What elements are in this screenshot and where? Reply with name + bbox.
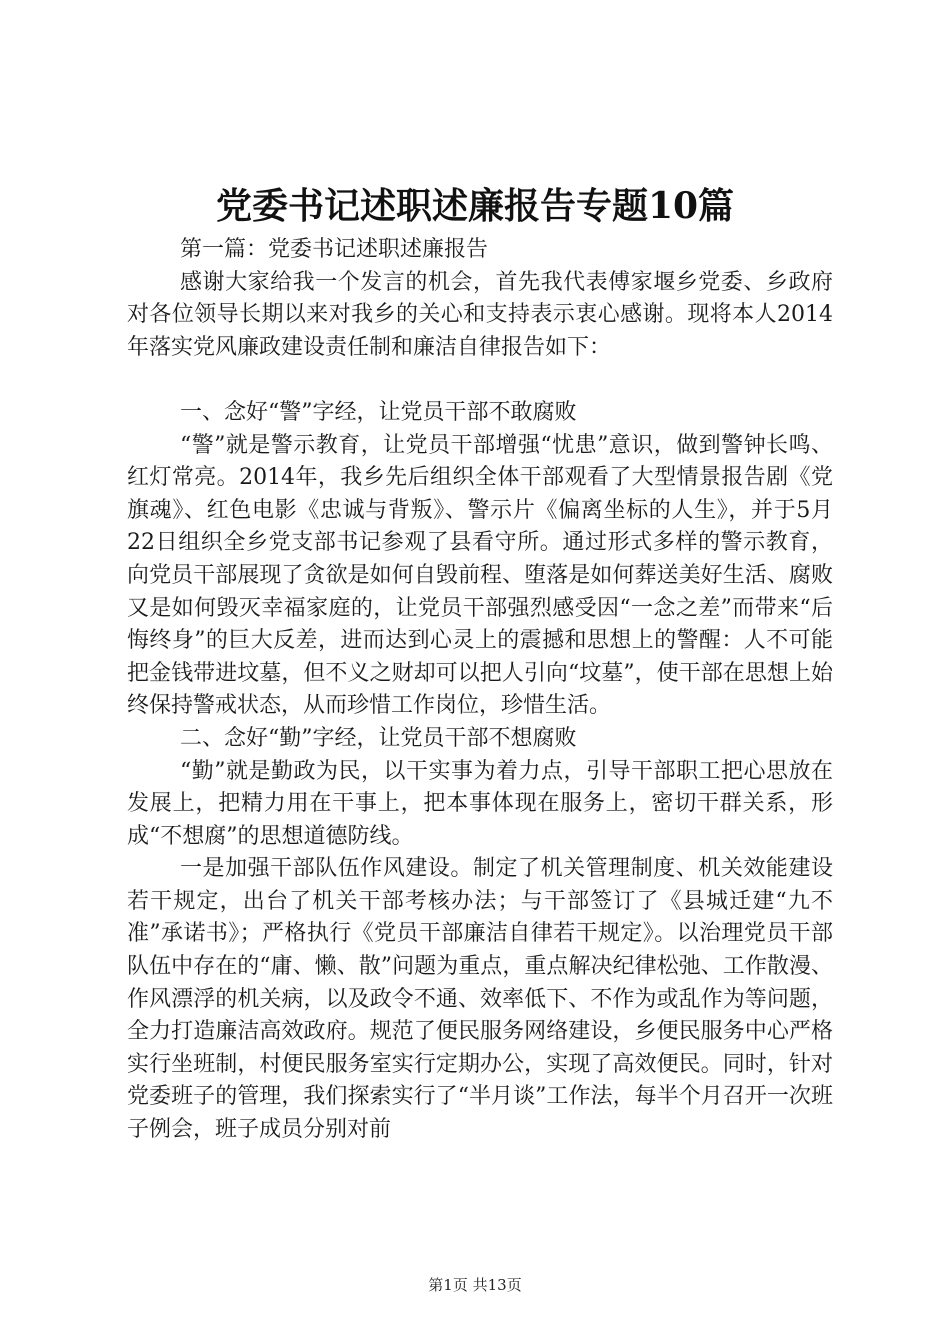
document-body xyxy=(127,234,833,1147)
document-title: 党委书记述职述廉报告专题10篇 xyxy=(215,185,735,227)
section-heading-1: 一、念好“警”字经，让党员干部不敢腐败 xyxy=(180,399,577,425)
page-footer: 第1页 共13页 xyxy=(428,1276,522,1294)
paragraph: 一是加强干部队伍作风建设。制定了机关管理制度、机关效能建设若干规定，出台了机关干部考核办法；与干部签订了《县城迁建“九不准”承诺书》；严格执行《党员干部廉洁自律若干规定》。以治理党员干部队伍中存在的“庸、懒、散”问题为重点，重点解决纪律松弛、工作散漫、作风漂浮的机关病，以及政令不通、效率低下、不作为或乱作为等问题，全力打造廉洁高效政府。规范了便民服务网络建设，乡便民服务中心严格实行坐班制，村便民服务室实行定期办公，实现了高效便民。同时，针对党委班子的管理，我们探索实行了“半月谈”工作法，每半个月召开一次班子例会，班子成员分别对前 xyxy=(127,856,833,1143)
section-heading-2: 二、念好“勤”字经，让党员干部不想腐败 xyxy=(180,725,577,751)
paragraph: “警”就是警示教育，让党员干部增强“忧患”意识，做到警钟长鸣、红灯常亮。2014年，我乡先后组织全体干部观看了大型情景报告剧《党旗魂》、红色电影《忠诚与背叛》、警示片《偏离坐标的人生》，并于5月22日组织全乡党支部书记参观了县看守所。通过形式多样的警示教育，向党员干部展现了贪欲是如何自毁前程、堕落是如何葬送美好生活、腐败又是如何毁灭幸福家庭的，让党员干部强烈感受因“一念之差”而带来“后悔终身”的巨大反差，进而达到心灵上的震撼和思想上的警醒：人不可能把金钱带进坟墓，但不义之财却可以把人引向“坟墓”，使干部在思想上始终保持警戒状态，从而珍惜工作岗位，珍惜生活。 xyxy=(127,432,833,719)
paragraph-intro: 感谢大家给我一个发言的机会，首先我代表傅家堰乡党委、乡政府对各位领导长期以来对我乡的关心和支持表示衷心感谢。现将本人2014年落实党风廉政建设责任制和廉洁自律报告如下： xyxy=(127,269,833,360)
paragraph: “勤”就是勤政为民，以干实事为着力点，引导干部职工把心思放在发展上，把精力用在干事上，把本事体现在服务上，密切干群关系，形成“不想腐”的思想道德防线。 xyxy=(127,758,833,849)
paragraph-subtitle: 第一篇：党委书记述职述廉报告 xyxy=(180,237,489,262)
